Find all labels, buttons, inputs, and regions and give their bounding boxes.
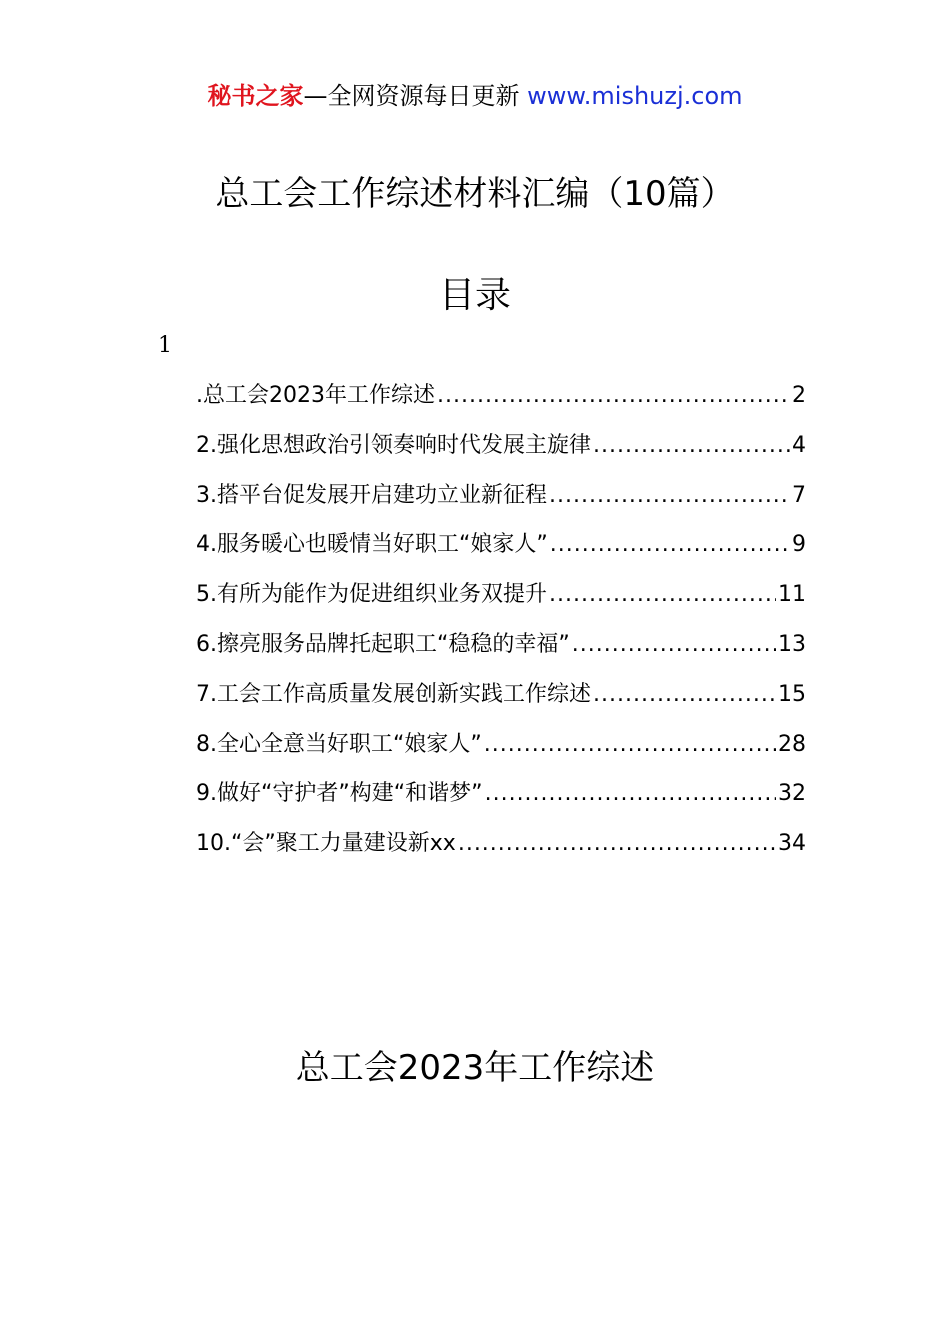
toc-entry-title: 10.“会”聚工力量建设新xx [196,831,456,857]
toc-leader-dots [437,376,790,416]
toc-entry-title: 9.做好“守护者”构建“和谐梦” [196,781,483,807]
header-tagline: —全网资源每日更新 [303,82,528,110]
toc-entry-page: 9 [792,532,806,558]
toc-entry[interactable] [196,476,806,526]
toc-leader-dots [484,725,776,765]
toc-entry[interactable] [196,376,806,426]
toc-entry-page: 11 [778,582,806,608]
toc-leader-dots [593,675,776,715]
toc-entry-page: 2 [792,383,806,408]
toc-entry[interactable] [196,774,806,824]
toc-entry[interactable] [196,824,806,874]
toc-entry[interactable] [196,725,806,775]
toc-entry-page: 32 [778,781,806,807]
toc-entry[interactable] [196,525,806,575]
toc-leader-dots [485,774,776,814]
toc-entry-title: 2.强化思想政治引领奏响时代发展主旋律 [196,432,591,458]
toc-entry-title: 4.服务暖心也暖情当好职工“娘家人” [196,532,548,558]
toc-entry-title: 3.搭平台促发展开启建功立业新征程 [196,482,547,508]
brand-name: 秘书之家 [207,82,304,110]
toc-entry-page: 13 [778,631,806,657]
toc-entry-title: .总工会2023年工作综述 [196,383,435,408]
page-marker: 1 [158,333,172,358]
toc-leader-dots [593,426,790,466]
toc-entry[interactable] [196,675,806,725]
toc-entry[interactable] [196,575,806,625]
toc-entry-page: 7 [792,482,806,508]
toc-entry-title: 8.全心全意当好职工“娘家人” [196,731,482,757]
toc-entry-title: 5.有所为能作为促进组织业务双提升 [196,582,547,608]
toc-leader-dots [549,575,776,615]
toc-entry-title: 6.擦亮服务品牌托起职工“稳稳的幸福” [196,631,570,657]
toc-entry-page: 28 [778,731,806,757]
toc-leader-dots [572,625,776,665]
toc-entry-page: 4 [792,432,806,458]
toc-entry[interactable] [196,426,806,476]
toc-leader-dots [550,525,790,565]
site-url-link[interactable]: www.mishuzj.com [527,82,743,110]
section-title: 总工会2023年工作综述 [295,1048,655,1088]
document-title: 总工会工作综述材料汇编（10篇） [215,174,735,214]
toc-entry-title: 7.工会工作高质量发展创新实践工作综述 [196,681,591,707]
site-header [0,80,950,112]
toc-entry-page: 15 [778,681,806,707]
toc-leader-dots [549,476,790,516]
toc-entry[interactable] [196,625,806,675]
toc-entry-page: 34 [778,831,806,857]
table-of-contents [196,376,806,874]
toc-leader-dots [458,824,776,864]
toc-heading: 目录 [438,275,511,316]
